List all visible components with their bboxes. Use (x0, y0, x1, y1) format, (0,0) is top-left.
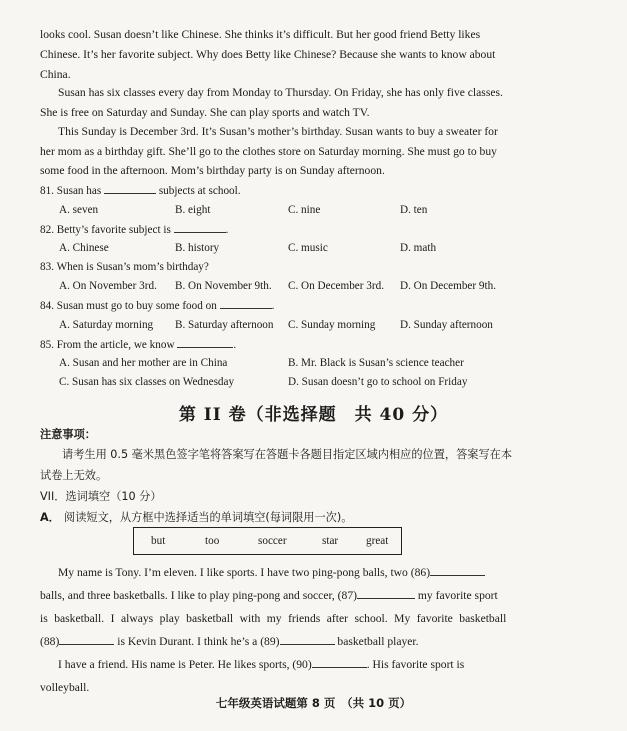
q84-option-a: A. Saturday morning (59, 319, 154, 331)
cloze-line2 (40, 584, 596, 608)
q81-option-b: B. eight (175, 204, 211, 216)
cloze-line1-text: My name is Tony. I’m eleven. I like sports. I have two ping-pong balls, two (86) (58, 566, 431, 579)
question-84 (40, 298, 274, 314)
answer-blank-90 (312, 657, 367, 668)
cloze-line4-end: basketball player. (337, 635, 419, 648)
q83-option-c: C. On December 3rd. (288, 280, 384, 292)
q84-option-b: B. Saturday afternoon (175, 319, 274, 331)
word-bank-item: great (366, 535, 389, 547)
q85-option-c: C. Susan has six classes on Wednesday (59, 376, 235, 388)
answer-blank-82 (174, 222, 226, 233)
q84-option-d: D. Sunday afternoon (400, 319, 493, 331)
cloze-line2-end: my favorite sport (417, 589, 498, 602)
notice-line2: 试卷上无效。 (40, 469, 108, 482)
cloze-line3: is basketball. I always play basketball with my friends after school. My favorite basketball (40, 612, 507, 625)
passage-para2-line2: She is free on Saturday and Sunday. She can play sports and watch TV. (40, 106, 370, 119)
question-85 (40, 337, 236, 353)
q81-option-a: A. seven (59, 204, 99, 216)
passage-para1-line3: China. (40, 68, 71, 81)
cloze-line5-end: . His favorite sport is (366, 658, 465, 671)
section-title: 第 II 卷（非选择题 共 40 分） (178, 405, 449, 425)
q81-option-c: C. nine (288, 204, 321, 216)
question-81-stem: 81. Susan has (40, 185, 102, 197)
cloze-line4-text: is Kevin Durant. I think he’s a (89) (117, 635, 280, 648)
question-84-stem-end: . (271, 300, 275, 312)
question-82-stem: 82. Betty’s favorite subject is (40, 224, 171, 236)
cloze-line4-num: (88) (40, 635, 60, 648)
passage-para1-line2: Chinese. It’s her favorite subject. Why does Betty like Chinese? Because she wants to know about (40, 48, 496, 61)
question-81-stem-end: subjects at school. (158, 185, 241, 197)
q85-option-b: B. Mr. Black is Susan’s science teacher (288, 357, 464, 369)
cloze-line5-text: I have a friend. His name is Peter. He likes sports, (90) (58, 658, 312, 671)
answer-blank-81 (104, 183, 156, 194)
cloze-line6: volleyball. (40, 681, 90, 694)
question-85-stem: 85. From the article, we know (40, 339, 175, 351)
question-82-stem-end: . (225, 224, 229, 236)
word-bank-item: too (205, 535, 220, 547)
q83-option-a: A. On November 3rd. (59, 280, 157, 292)
q82-option-a: A. Chinese (59, 242, 109, 254)
question-81 (40, 183, 241, 199)
question-84-stem: 84. Susan must go to buy some food on (40, 300, 217, 312)
answer-blank-88 (59, 634, 114, 645)
q81-option-d: D. ten (400, 204, 428, 216)
notice-line1: 请考生用 0.5 毫米黑色签字笔将答案写在答题卡各题目指定区域内相应的位置，答案写在本 (62, 448, 513, 461)
cloze-line1 (40, 561, 596, 585)
q82-option-d: D. math (400, 242, 437, 254)
passage-para2-line1: Susan has six classes every day from Monday to Thursday. On Friday, she has only five classes. (58, 86, 503, 99)
question-83 (40, 260, 209, 275)
answer-blank-84 (220, 298, 272, 309)
question-85-stem-end: . (233, 339, 237, 351)
word-bank-item: but (151, 535, 166, 547)
page-footer: 七年级英语试题第 8 页 （共 10 页） (215, 696, 412, 710)
answer-blank-85 (177, 337, 233, 348)
part-heading: VII．选词填空（10 分） (40, 490, 162, 503)
answer-blank-89 (280, 634, 335, 645)
q82-option-c: C. music (288, 242, 328, 254)
passage-para3-line2: her mom as a birthday gift. She’ll go to the clothes store on Saturday morning. She must go to buy (40, 145, 497, 158)
passage-para3-line1: This Sunday is December 3rd. It’s Susan’s mother’s birthday. Susan wants to buy a sweater for (58, 125, 498, 138)
notice-label: 注意事项： (40, 428, 96, 441)
q85-option-d: D. Susan doesn’t go to school on Friday (288, 376, 468, 388)
cloze-line2-text: balls, and three basketballs. I like to play ping-pong and soccer, (87) (40, 589, 357, 602)
passage-para3-line3: some food in the afternoon. Mom’s birthday party is on Sunday afternoon. (40, 164, 385, 177)
sub-label: A． (40, 511, 60, 524)
question-83-stem: 83. When is Susan’s mom’s birthday? (40, 261, 209, 273)
question-82 (40, 222, 228, 238)
q83-option-d: D. On December 9th. (400, 280, 496, 292)
cloze-line5 (40, 653, 596, 677)
word-bank-box (133, 527, 402, 555)
q85-option-a: A. Susan and her mother are in China (59, 357, 228, 369)
word-bank-item: star (322, 535, 339, 547)
passage-para1-line1: looks cool. Susan doesn’t like Chinese. She thinks it’s difficult. But her good friend Betty likes (40, 28, 481, 41)
cloze-line4 (40, 630, 596, 654)
answer-blank-86 (430, 565, 485, 576)
q84-option-c: C. Sunday morning (288, 319, 376, 331)
word-bank-item: soccer (258, 535, 287, 547)
q83-option-b: B. On November 9th. (175, 280, 272, 292)
answer-blank-87 (357, 588, 415, 599)
sub-instruction: 阅读短文，从方框中选择适当的单词填空(每词限用一次)。 (64, 511, 353, 524)
q82-option-b: B. history (175, 242, 220, 254)
